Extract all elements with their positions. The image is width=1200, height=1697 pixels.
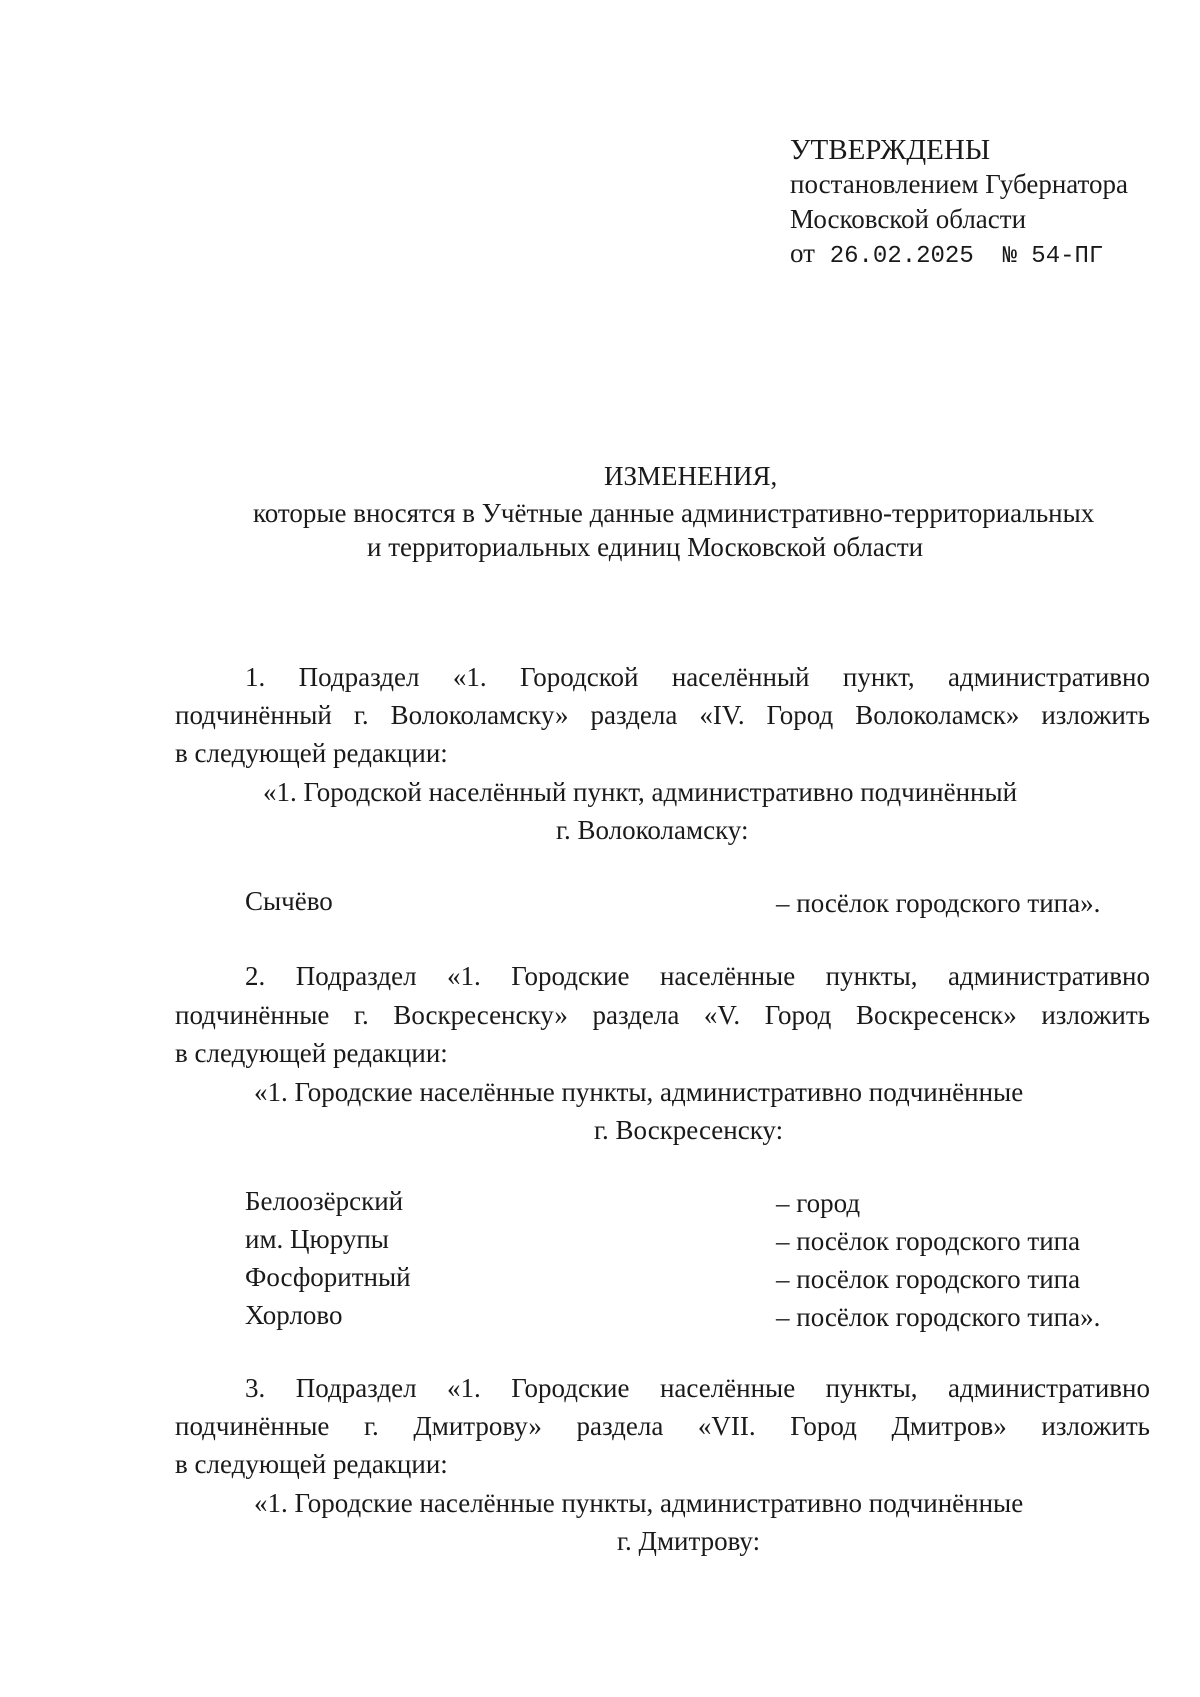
section-2-line-1: 2. Подраздел «1. Городские населённые пункты, административно — [245, 961, 1150, 991]
section-2-line-3: в следующей редакции: — [175, 1038, 448, 1068]
section-2-entry-3-type: – посёлок городского типа — [776, 1264, 1081, 1294]
document-title: ИЗМЕНЕНИЯ, — [604, 461, 778, 491]
section-1-entry-name: Сычёво — [245, 886, 333, 916]
section-3-line-1: 3. Подраздел «1. Городские населённые пункты, административно — [245, 1373, 1150, 1403]
approval-date-prefix: от — [790, 238, 815, 268]
section-3-line-2: подчинённые г. Дмитрову» раздела «VII. Город Дмитров» изложить — [175, 1411, 1150, 1441]
section-2-line-2: подчинённые г. Воскресенску» раздела «V. Город Воскресенск» изложить — [175, 1000, 1150, 1030]
section-3-quote-2: г. Дмитрову: — [617, 1526, 761, 1556]
section-1-line-2: подчинённый г. Волоколамску» раздела «IV. Город Волоколамск» изложить — [175, 700, 1150, 730]
section-1-line-3: в следующей редакции: — [175, 738, 448, 768]
section-2-entry-3-name: Фосфоритный — [245, 1262, 411, 1292]
document-subtitle-1: которые вносятся в Учётные данные административно-территориальных — [253, 498, 1095, 528]
section-1-quote-1: «1. Городской населённый пункт, административно подчинённый — [263, 777, 1018, 807]
section-1-entry-type: – посёлок городского типа». — [776, 888, 1101, 918]
section-2-entry-1-name: Белоозёрский — [245, 1186, 404, 1216]
approval-line-2: Московской области — [790, 204, 1027, 234]
section-2-entry-2-name: им. Цюрупы — [245, 1224, 389, 1254]
approval-title: УТВЕРЖДЕНЫ — [790, 134, 991, 166]
approval-number: № 54-ПГ — [1002, 243, 1104, 270]
section-2-entry-4-name: Хорлово — [245, 1300, 343, 1330]
approval-date: 26.02.2025 — [829, 243, 974, 270]
section-2-entry-1-type: – город — [776, 1188, 861, 1218]
section-2-quote-2: г. Воскресенску: — [594, 1115, 784, 1145]
section-1-quote-2: г. Волоколамску: — [556, 815, 749, 845]
approval-date-row — [790, 240, 1103, 269]
approval-line-1: постановлением Губернатора — [790, 169, 1128, 199]
document-subtitle-2: и территориальных единиц Московской области — [367, 532, 924, 562]
section-3-line-3: в следующей редакции: — [175, 1449, 448, 1479]
section-3-quote-1: «1. Городские населённые пункты, административно подчинённые — [254, 1488, 1024, 1518]
section-2-entry-4-type: – посёлок городского типа». — [776, 1302, 1101, 1332]
section-2-quote-1: «1. Городские населённые пункты, административно подчинённые — [254, 1077, 1024, 1107]
section-2-entry-2-type: – посёлок городского типа — [776, 1226, 1081, 1256]
section-1-line-1: 1. Подраздел «1. Городской населённый пункт, административно — [245, 662, 1150, 692]
